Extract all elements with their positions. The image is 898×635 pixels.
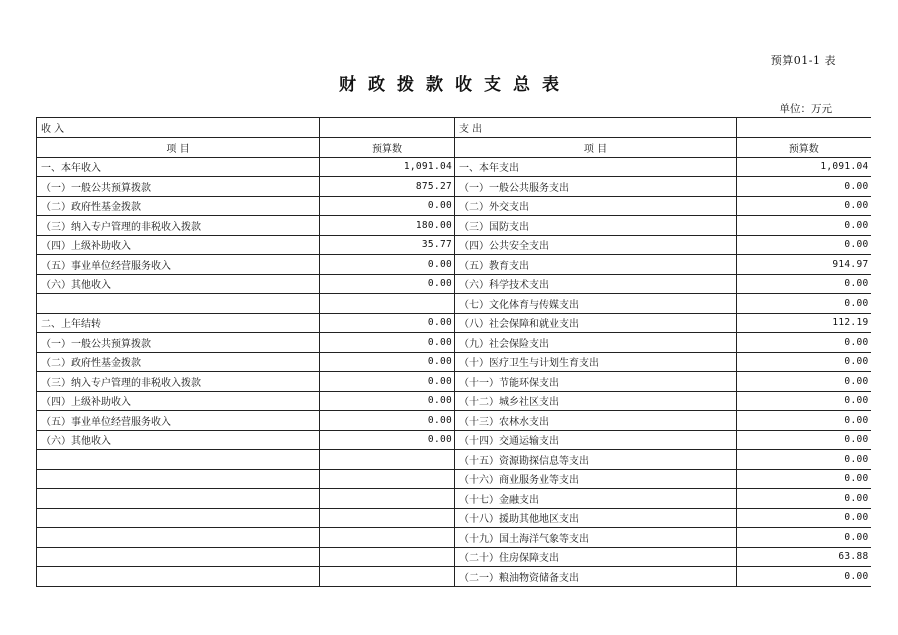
- table-row: [37, 469, 871, 489]
- income-value-cell: 0.00: [320, 391, 455, 411]
- expense-item-cell: （九）社会保险支出: [455, 333, 737, 353]
- expense-item-cell: （二十）住房保障支出: [455, 547, 737, 567]
- table-row: [37, 508, 871, 528]
- expense-item-cell: （二）外交支出: [455, 196, 737, 216]
- expense-value-cell: 1,091.04: [737, 157, 871, 177]
- table-header-row: [37, 138, 871, 158]
- table-row: [37, 411, 871, 431]
- income-value-cell: 180.00: [320, 216, 455, 236]
- income-value-cell: [320, 567, 455, 587]
- income-value-cell: 0.00: [320, 196, 455, 216]
- table-row: [37, 274, 871, 294]
- income-item-cell: [37, 469, 320, 489]
- expense-value-cell: 914.97: [737, 255, 871, 275]
- expense-item-cell: （十三）农林水支出: [455, 411, 737, 431]
- expense-item-cell: （六）科学技术支出: [455, 274, 737, 294]
- expense-value-cell: 0.00: [737, 274, 871, 294]
- table-row: [37, 177, 871, 197]
- expense-value-cell: 0.00: [737, 411, 871, 431]
- expense-value-cell: 0.00: [737, 508, 871, 528]
- table-row: [37, 372, 871, 392]
- expense-item-cell: （十）医疗卫生与计划生育支出: [455, 352, 737, 372]
- table-row: [37, 489, 871, 509]
- table-row: [37, 567, 871, 587]
- income-item-cell: [37, 489, 320, 509]
- expense-value-cell: 0.00: [737, 528, 871, 548]
- expense-value-cell: 0.00: [737, 391, 871, 411]
- table-row: [37, 450, 871, 470]
- income-item-cell: [37, 567, 320, 587]
- income-item-cell: [37, 450, 320, 470]
- budget-summary-table: [36, 117, 871, 587]
- table-row: [37, 294, 871, 314]
- income-item-cell: （四）上级补助收入: [37, 391, 320, 411]
- income-value-cell: [320, 294, 455, 314]
- income-budget-header: 预算数: [320, 138, 455, 158]
- expense-value-cell: 0.00: [737, 235, 871, 255]
- expense-item-cell: （三）国防支出: [455, 216, 737, 236]
- expense-value-cell: 0.00: [737, 430, 871, 450]
- expense-item-cell: （七）文化体育与传媒支出: [455, 294, 737, 314]
- expense-item-cell: （十九）国土海洋气象等支出: [455, 528, 737, 548]
- income-band-label: [41, 120, 315, 135]
- expense-value-cell: 0.00: [737, 333, 871, 353]
- expense-item-cell: （十一）节能环保支出: [455, 372, 737, 392]
- page-title: 财政拨款收支总表: [339, 75, 571, 95]
- expense-value-cell: 0.00: [737, 352, 871, 372]
- income-value-cell: 0.00: [320, 411, 455, 431]
- income-item-cell: （五）事业单位经营服务收入: [37, 255, 320, 275]
- income-value-cell: 0.00: [320, 255, 455, 275]
- income-item-cell: [37, 547, 320, 567]
- expense-band-header: [455, 118, 737, 138]
- expense-item-cell: （五）教育支出: [455, 255, 737, 275]
- table-row: [37, 430, 871, 450]
- unit-label: 单位：万元: [779, 103, 832, 115]
- income-value-cell: [320, 489, 455, 509]
- income-value-cell: 0.00: [320, 352, 455, 372]
- expense-value-cell: 0.00: [737, 469, 871, 489]
- income-item-cell: （三）纳入专户管理的非税收入拨款: [37, 216, 320, 236]
- income-value-cell: 0.00: [320, 430, 455, 450]
- income-item-cell: （一）一般公共预算拨款: [37, 177, 320, 197]
- table-row: [37, 333, 871, 353]
- table-row: [37, 196, 871, 216]
- income-item-cell: （五）事业单位经营服务收入: [37, 411, 320, 431]
- expense-item-cell: （八）社会保障和就业支出: [455, 313, 737, 333]
- income-item-cell: [37, 294, 320, 314]
- income-item-cell: （二）政府性基金拨款: [37, 196, 320, 216]
- expense-value-cell: 0.00: [737, 567, 871, 587]
- table-row: [37, 313, 871, 333]
- expense-item-cell: 一、本年支出: [455, 157, 737, 177]
- expense-item-cell: （四）公共安全支出: [455, 235, 737, 255]
- income-item-header: 项 目: [37, 138, 320, 158]
- income-item-cell: （四）上级补助收入: [37, 235, 320, 255]
- table-row: [37, 391, 871, 411]
- income-value-cell: 0.00: [320, 372, 455, 392]
- table-row: [37, 547, 871, 567]
- income-value-cell: 0.00: [320, 333, 455, 353]
- income-item-cell: 一、本年收入: [37, 157, 320, 177]
- table-row: [37, 157, 871, 177]
- expense-value-cell: 0.00: [737, 177, 871, 197]
- income-value-cell: 875.27: [320, 177, 455, 197]
- expense-item-cell: （十七）金融支出: [455, 489, 737, 509]
- expense-value-cell: 112.19: [737, 313, 871, 333]
- income-value-cell: 0.00: [320, 313, 455, 333]
- income-item-cell: （一）一般公共预算拨款: [37, 333, 320, 353]
- expense-band-text: 支 出: [459, 124, 483, 135]
- income-band-header: [37, 118, 320, 138]
- expense-item-cell: （十五）资源勘探信息等支出: [455, 450, 737, 470]
- income-band-text: 收 入: [41, 124, 65, 135]
- expense-value-cell: 0.00: [737, 450, 871, 470]
- income-value-cell: [320, 469, 455, 489]
- income-value-cell: [320, 547, 455, 567]
- expense-value-cell: 0.00: [737, 196, 871, 216]
- income-value-cell: 0.00: [320, 274, 455, 294]
- expense-item-cell: （十二）城乡社区支出: [455, 391, 737, 411]
- income-item-cell: （六）其他收入: [37, 274, 320, 294]
- form-number: 预算01-1 表: [770, 54, 836, 67]
- expense-item-cell: （十四）交通运输支出: [455, 430, 737, 450]
- expense-value-cell: 63.88: [737, 547, 871, 567]
- income-item-cell: （二）政府性基金拨款: [37, 352, 320, 372]
- income-item-cell: [37, 528, 320, 548]
- expense-item-cell: （二一）粮油物资储备支出: [455, 567, 737, 587]
- income-value-cell: 35.77: [320, 235, 455, 255]
- expense-value-cell: 0.00: [737, 216, 871, 236]
- income-item-cell: （六）其他收入: [37, 430, 320, 450]
- table-band-row: [37, 118, 871, 138]
- table-row: [37, 216, 871, 236]
- expense-value-cell: 0.00: [737, 489, 871, 509]
- income-value-cell: [320, 508, 455, 528]
- income-value-cell: [320, 528, 455, 548]
- expense-item-header: 项 目: [455, 138, 737, 158]
- expense-value-cell: 0.00: [737, 372, 871, 392]
- expense-value-cell: 0.00: [737, 294, 871, 314]
- expense-item-cell: （十六）商业服务业等支出: [455, 469, 737, 489]
- table-row: [37, 528, 871, 548]
- table-row: [37, 352, 871, 372]
- table-row: [37, 235, 871, 255]
- income-item-cell: [37, 508, 320, 528]
- income-value-cell: 1,091.04: [320, 157, 455, 177]
- expense-band-empty: [737, 118, 871, 138]
- expense-item-cell: （一）一般公共服务支出: [455, 177, 737, 197]
- expense-budget-header: 预算数: [737, 138, 871, 158]
- expense-item-cell: （十八）援助其他地区支出: [455, 508, 737, 528]
- income-band-empty: [320, 118, 455, 138]
- income-item-cell: 二、上年结转: [37, 313, 320, 333]
- income-item-cell: （三）纳入专户管理的非税收入拨款: [37, 372, 320, 392]
- income-value-cell: [320, 450, 455, 470]
- table-row: [37, 255, 871, 275]
